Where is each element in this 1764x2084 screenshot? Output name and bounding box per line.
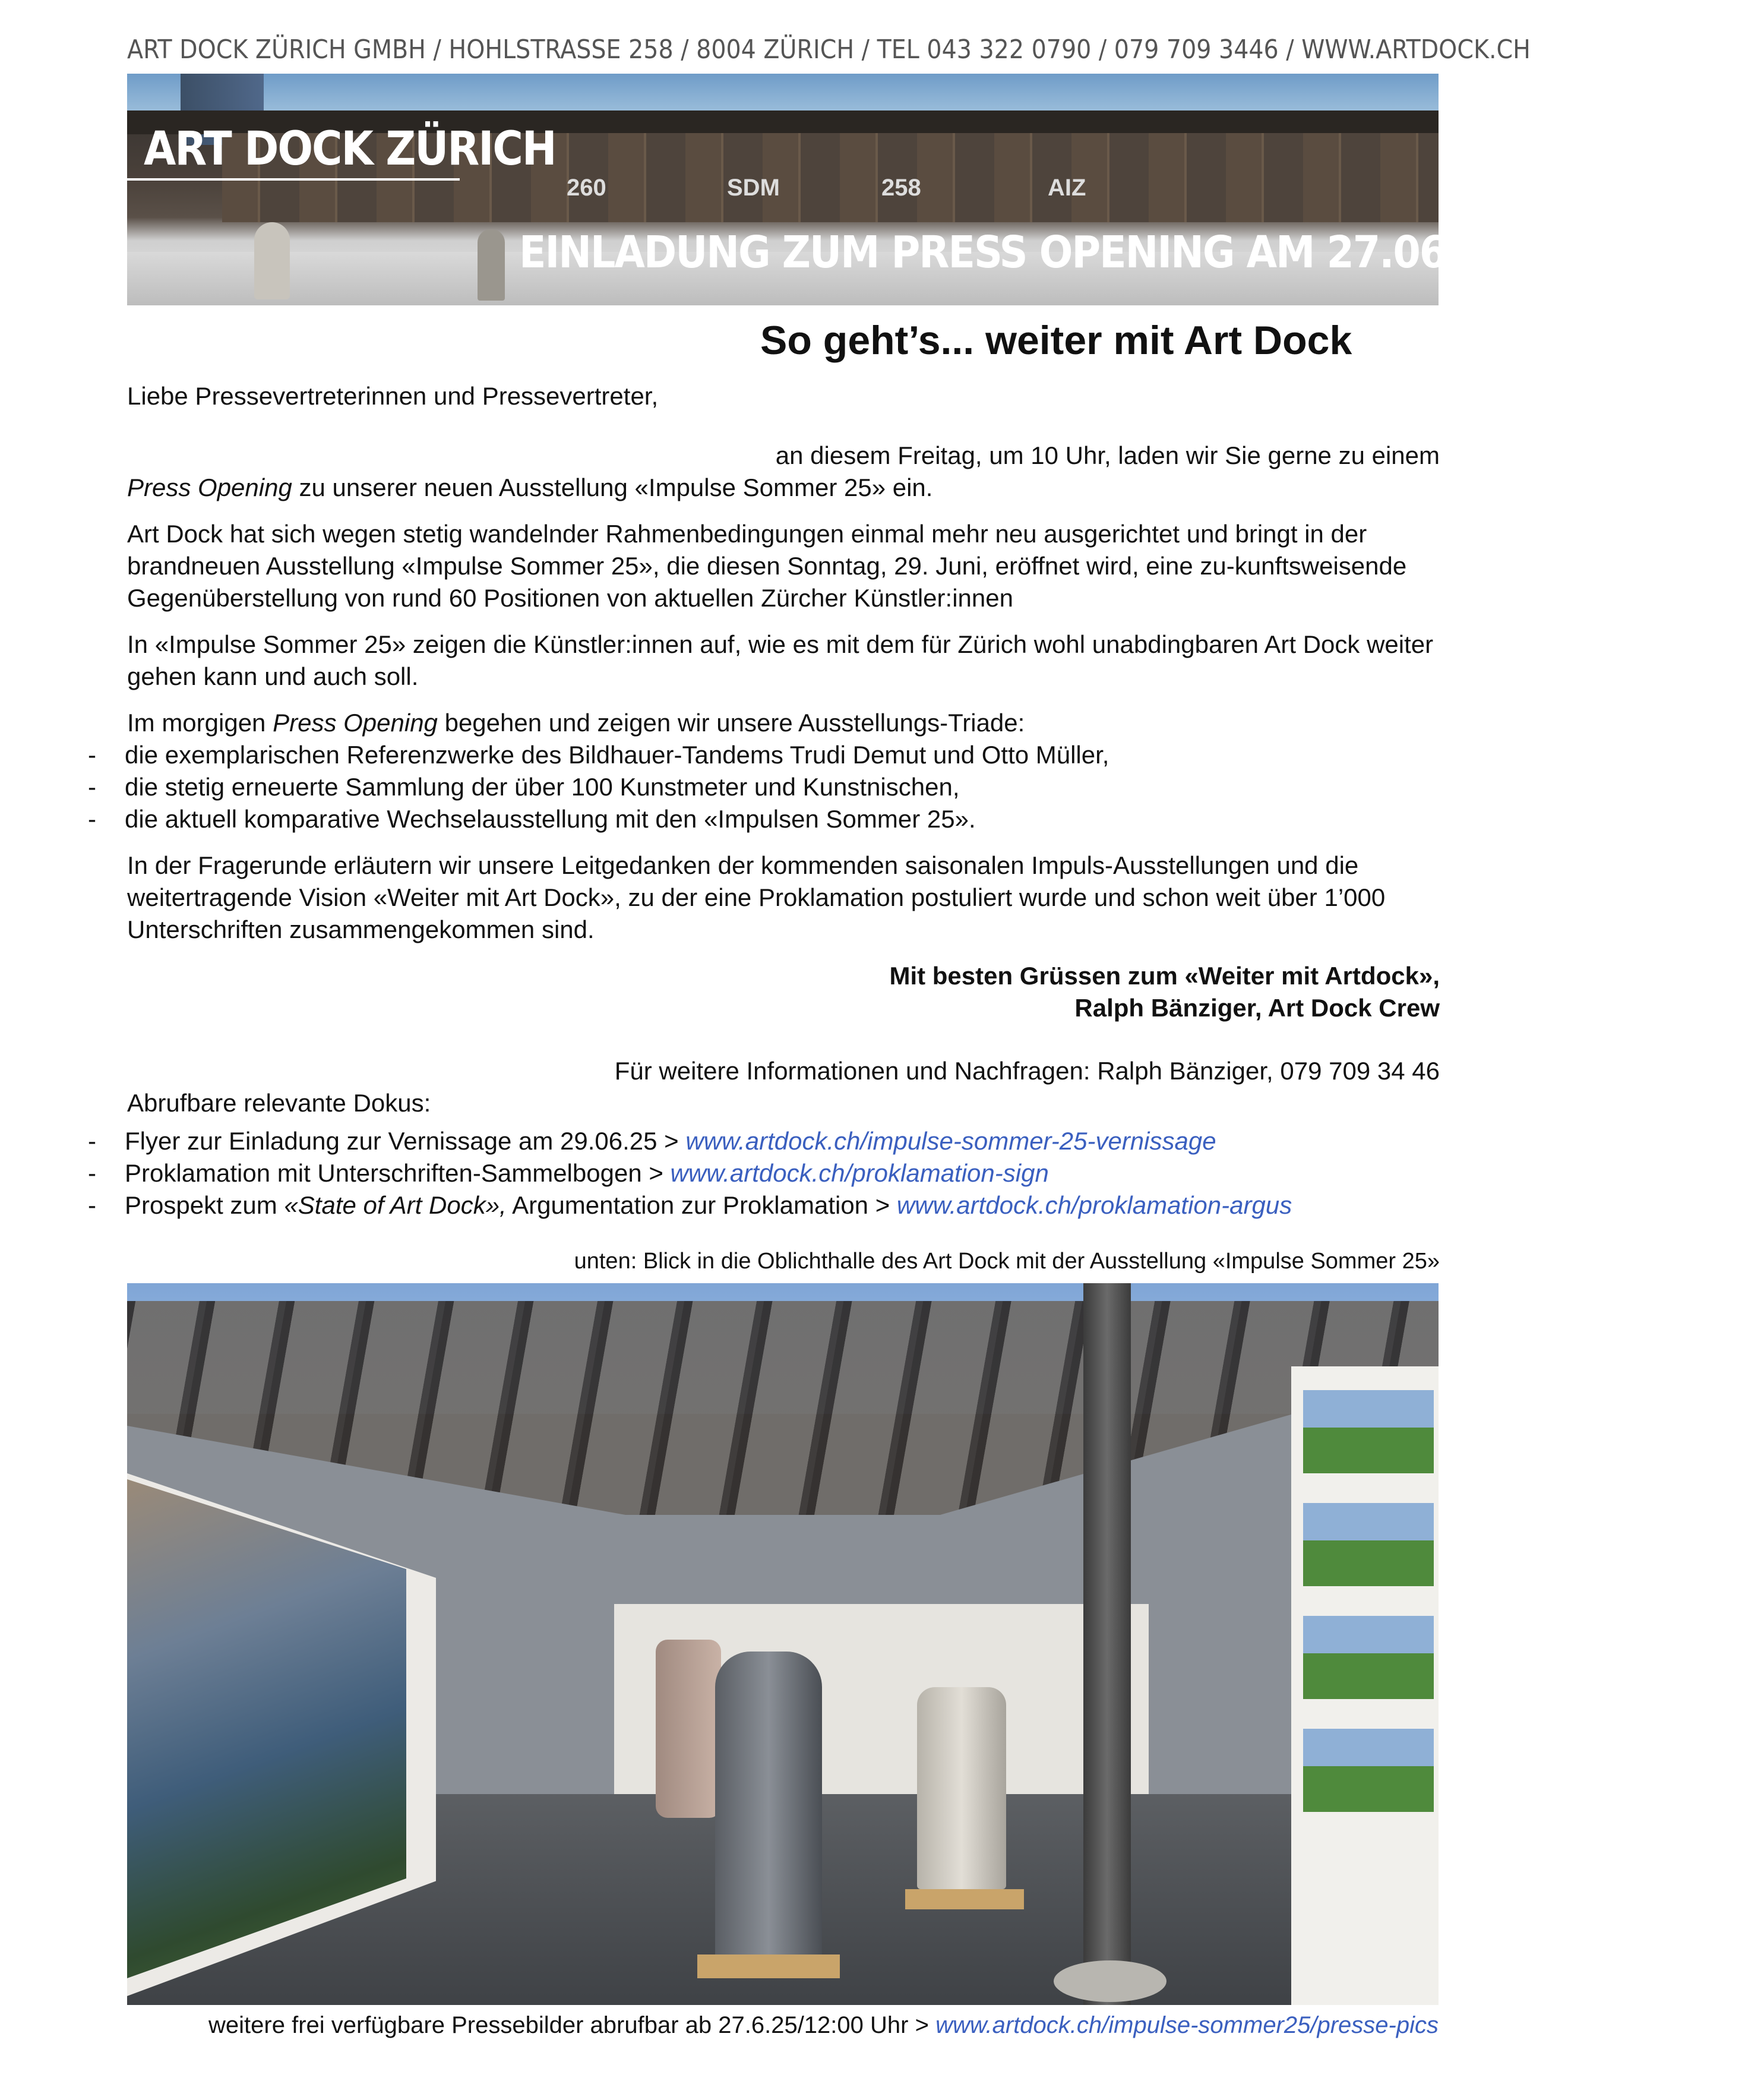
banner-building-number: 260 <box>567 175 606 201</box>
footer-text: weitere frei verfügbare Pressebilder abrufbar ab 27.6.25/12:00 Uhr > <box>208 2012 936 2038</box>
triade-item-text: die aktuell komparative Wechselausstellung mit den «Impulsen Sommer 25». <box>125 805 976 833</box>
banner-invitation: EINLADUNG ZUM PRESS OPENING AM 27.06.25 UM 10 UHR <box>519 227 1764 278</box>
footer-link-presse-pics[interactable]: www.artdock.ch/impulse-sommer25/presse-pics <box>935 2012 1439 2038</box>
photo-sculpture <box>917 1687 1006 1889</box>
photo-landscape-painting <box>1303 1616 1434 1699</box>
triade-item-text: die stetig erneuerte Sammlung der über 100 Kunstmeter und Kunstnischen, <box>125 773 960 801</box>
list-item: - die stetig erneuerte Sammlung der über 100 Kunstmeter und Kunstnischen, <box>88 771 1448 803</box>
triade-list <box>88 739 1448 835</box>
banner-logo-text: ART DOCK ZÜRICH <box>144 122 556 176</box>
photo-pillar <box>1083 1283 1131 2005</box>
banner-photo <box>127 74 1764 305</box>
photo-pillar-base <box>1054 1960 1166 2002</box>
closing-line-2: Ralph Bänziger, Art Dock Crew <box>1074 994 1440 1022</box>
photo-sculpture <box>715 1652 822 1960</box>
photo-caption: unten: Blick in die Oblichthalle des Art Dock mit der Ausstellung «Impulse Sommer 25» <box>574 1249 1440 1274</box>
photo-landscape-painting <box>1303 1390 1434 1473</box>
list-item: - Proklamation mit Unterschriften-Sammelbogen > www.artdock.ch/proklamation-sign <box>88 1159 1049 1187</box>
paragraph-3 <box>127 707 1440 739</box>
photo-landscape-painting <box>1303 1729 1434 1812</box>
list-item: - Prospekt zum «State of Art Dock», Argumentation zur Proklamation > www.artdock.ch/proklamation-argus <box>88 1191 1292 1219</box>
list-item: - die exemplarischen Referenzwerke des Bildhauer-Tandems Trudi Demut und Otto Müller, <box>88 739 1448 771</box>
paragraph-3-press-opening: Press Opening <box>273 709 438 737</box>
paragraph-2: In «Impulse Sommer 25» zeigen die Künstler:innen auf, wie es mit dem für Zürich wohl unabdingbaren Art Dock weiter gehen kann und auch soll. <box>127 630 1434 690</box>
photo-pallet <box>697 1954 840 1978</box>
doc-item-italic: «State of Art Dock», <box>284 1191 507 1219</box>
closing-line-1: Mit besten Grüssen zum «Weiter mit Artdock», <box>889 962 1440 990</box>
headline: So geht’s... weiter mit Art Dock <box>760 318 1352 363</box>
banner-building-number: AIZ <box>1048 175 1086 201</box>
intro-line-2 <box>127 472 1440 504</box>
paragraph-3-post: begehen und zeigen wir unsere Ausstellungs-Triade: <box>437 709 1025 737</box>
photo-landscape-painting <box>1303 1503 1434 1586</box>
list-item: - die aktuell komparative Wechselausstellung mit den «Impulsen Sommer 25». <box>88 803 1448 835</box>
banner-building-number: SDM <box>727 175 780 201</box>
doc-item-text: Flyer zur Einladung zur Vernissage am 29.06.25 > <box>125 1127 686 1155</box>
salutation: Liebe Pressevertreterinnen und Pressevertreter, <box>127 382 659 410</box>
paragraph-1: Art Dock hat sich wegen stetig wandelnder Rahmenbedingungen einmal mehr neu ausgerichtet und bringt in der brandneuen Ausstellung «Impulse Sommer 25», die diesen Sonntag, 29. Juni, eröffnet wird, eine zu-kunftsweisende Gegenüberstellung von rund 60 Positionen von aktuellen Zürcher Künstler:innen <box>127 520 1407 612</box>
docs-list <box>88 1125 1448 1221</box>
doc-link-proklamation-sign[interactable]: www.artdock.ch/proklamation-sign <box>670 1159 1049 1187</box>
photo-pallet <box>905 1889 1024 1909</box>
doc-link-proklamation-argus[interactable]: www.artdock.ch/proklamation-argus <box>896 1191 1292 1219</box>
intro-press-opening: Press Opening <box>127 473 292 501</box>
banner-logo-underline <box>127 178 460 181</box>
intro-line-1: an diesem Freitag, um 10 Uhr, laden wir Sie gerne zu einem <box>775 441 1440 469</box>
triade-item-text: die exemplarischen Referenzwerke des Bildhauer-Tandems Trudi Demut und Otto Müller, <box>125 741 1109 769</box>
banner-sculpture <box>478 229 505 301</box>
gallery-photo <box>127 1283 1439 2005</box>
doc-link-vernissage[interactable]: www.artdock.ch/impulse-sommer-25-vernissage <box>685 1127 1216 1155</box>
contact-info: Für weitere Informationen und Nachfragen: Ralph Bänziger, 079 709 34 46 <box>614 1057 1440 1085</box>
paragraph-3-pre: Im morgigen <box>127 709 273 737</box>
doc-item-text: Prospekt zum <box>125 1191 284 1219</box>
banner-building-number: 258 <box>881 175 921 201</box>
docs-heading: Abrufbare relevante Dokus: <box>127 1089 431 1117</box>
doc-item-text: Proklamation mit Unterschriften-Sammelbogen > <box>125 1159 671 1187</box>
banner-sculpture <box>254 222 290 299</box>
list-item: - Flyer zur Einladung zur Vernissage am 29.06.25 > www.artdock.ch/impulse-sommer-25-vernissage <box>88 1127 1216 1155</box>
header-contact-line: ART DOCK ZÜRICH GMBH / HOHLSTRASSE 258 / 8004 ZÜRICH / TEL 043 322 0790 / 079 709 3446 / WWW.ARTDOCK.CH <box>127 34 1531 65</box>
photo-sculpture <box>656 1640 721 1818</box>
paragraph-4: In der Fragerunde erläutern wir unsere Leitgedanken der kommenden saisonalen Impuls-Ausstellungen und die weitertragende Vision «Weiter mit Art Dock», zu der eine Proklamation postuliert wurde und schon weit über 1’000 Unterschriften zusammengekommen sind. <box>127 851 1386 943</box>
doc-item-text: Argumentation zur Proklamation > <box>506 1191 897 1219</box>
intro-line-2-rest: zu unserer neuen Ausstellung «Impulse Sommer 25» ein. <box>292 473 933 501</box>
footer <box>143 2010 1439 2041</box>
